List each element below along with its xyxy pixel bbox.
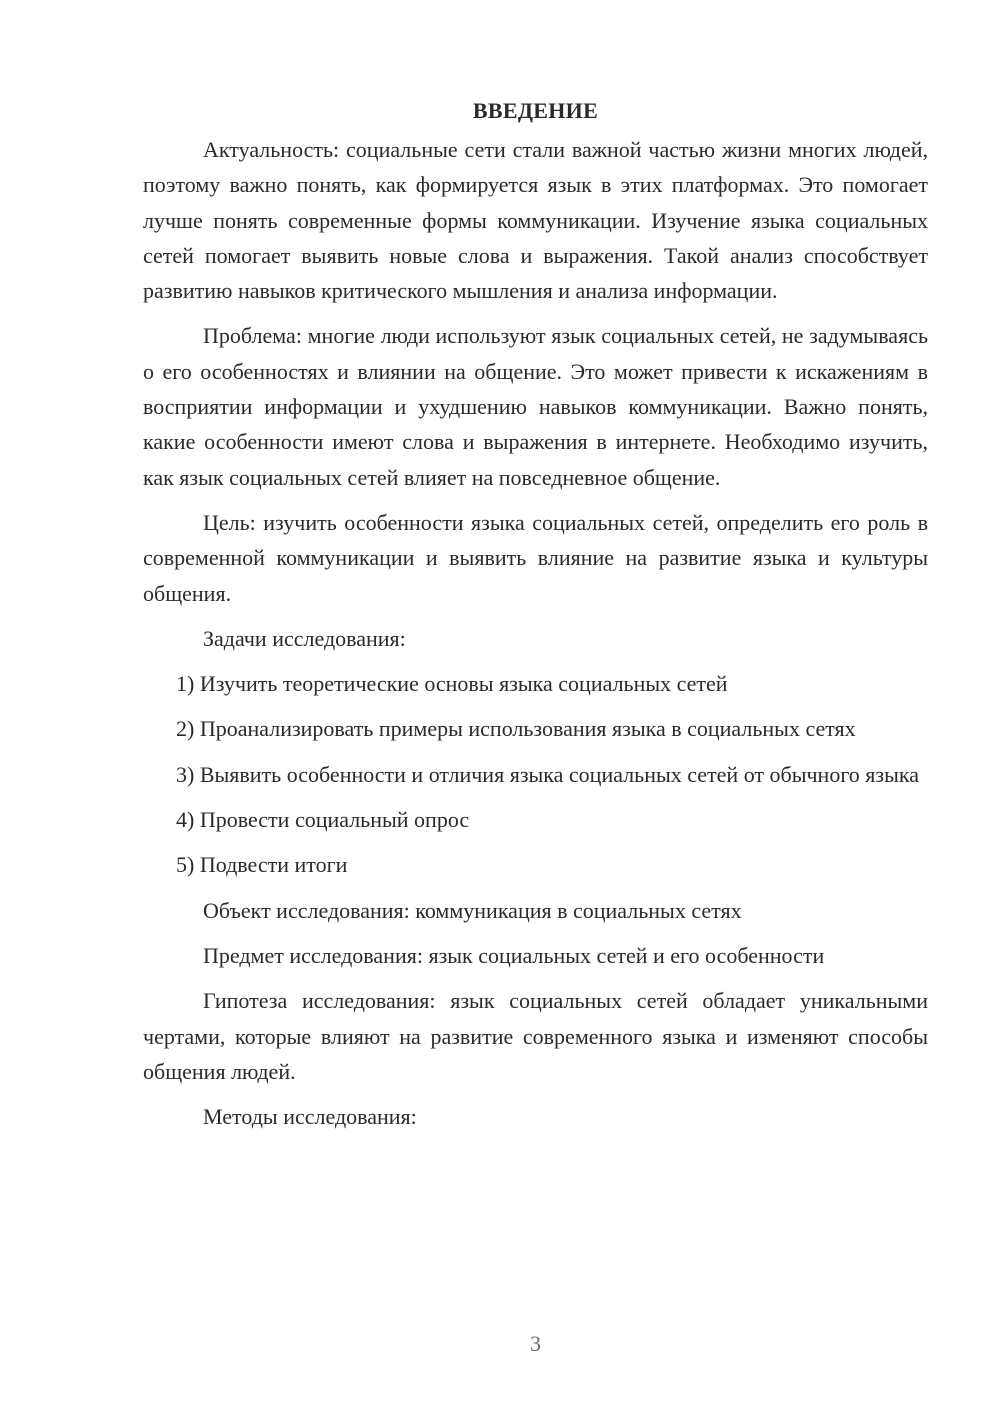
problem-paragraph: Проблема: многие люди используют язык социальных сетей, не задумываясь о его особенностях и влиянии на общение. Это может привести к искажениям в восприятии информации и ухудшению навыков коммуникации. Важно понять, какие особенности имеют слова и выражения в интернете. Необходимо изучить, как язык социальных сетей влияет на повседневное общение. — [143, 323, 928, 490]
research-hypothesis: Гипотеза исследования: язык социальных сетей обладает уникальными чертами, которые влияют на развитие современного языка и изменяют способы общения людей. — [143, 988, 928, 1084]
task-item-2: 2) Проанализировать примеры использования языка в социальных сетях — [176, 716, 856, 742]
page-content — [143, 94, 928, 1144]
goal-paragraph: Цель: изучить особенности языка социальных сетей, определить его роль в современной коммуникации и выявить влияние на развитие языка и культуры общения. — [143, 509, 928, 606]
research-subject: Предмет исследования: язык социальных сетей и его особенности — [203, 942, 825, 968]
task-item-4: 4) Провести социальный опрос — [176, 807, 470, 833]
task-item-3: 3) Выявить особенности и отличия языка социальных сетей от обычного языка — [176, 761, 920, 787]
research-methods: Методы исследования: — [203, 1104, 417, 1130]
page-title: ВВЕДЕНИЕ — [472, 98, 599, 123]
research-object: Объект исследования: коммуникация в социальных сетях — [203, 897, 742, 923]
task-item-1: 1) Изучить теоретические основы языка социальных сетей — [176, 671, 728, 697]
task-item-5: 5) Подвести итоги — [176, 852, 348, 878]
page-number: 3 — [530, 1331, 541, 1356]
tasks-heading: Задачи исследования: — [203, 625, 406, 651]
relevance-paragraph: Актуальность: социальные сети стали важной частью жизни многих людей, поэтому важно понять, как формируется язык в этих платформах. Это помогает лучше понять современные формы коммуникации. Изучение языка социальных сетей помогает выявить новые слова и выражения. Такой анализ способствует развитию навыков критического мышления и анализа информации. — [143, 137, 928, 304]
